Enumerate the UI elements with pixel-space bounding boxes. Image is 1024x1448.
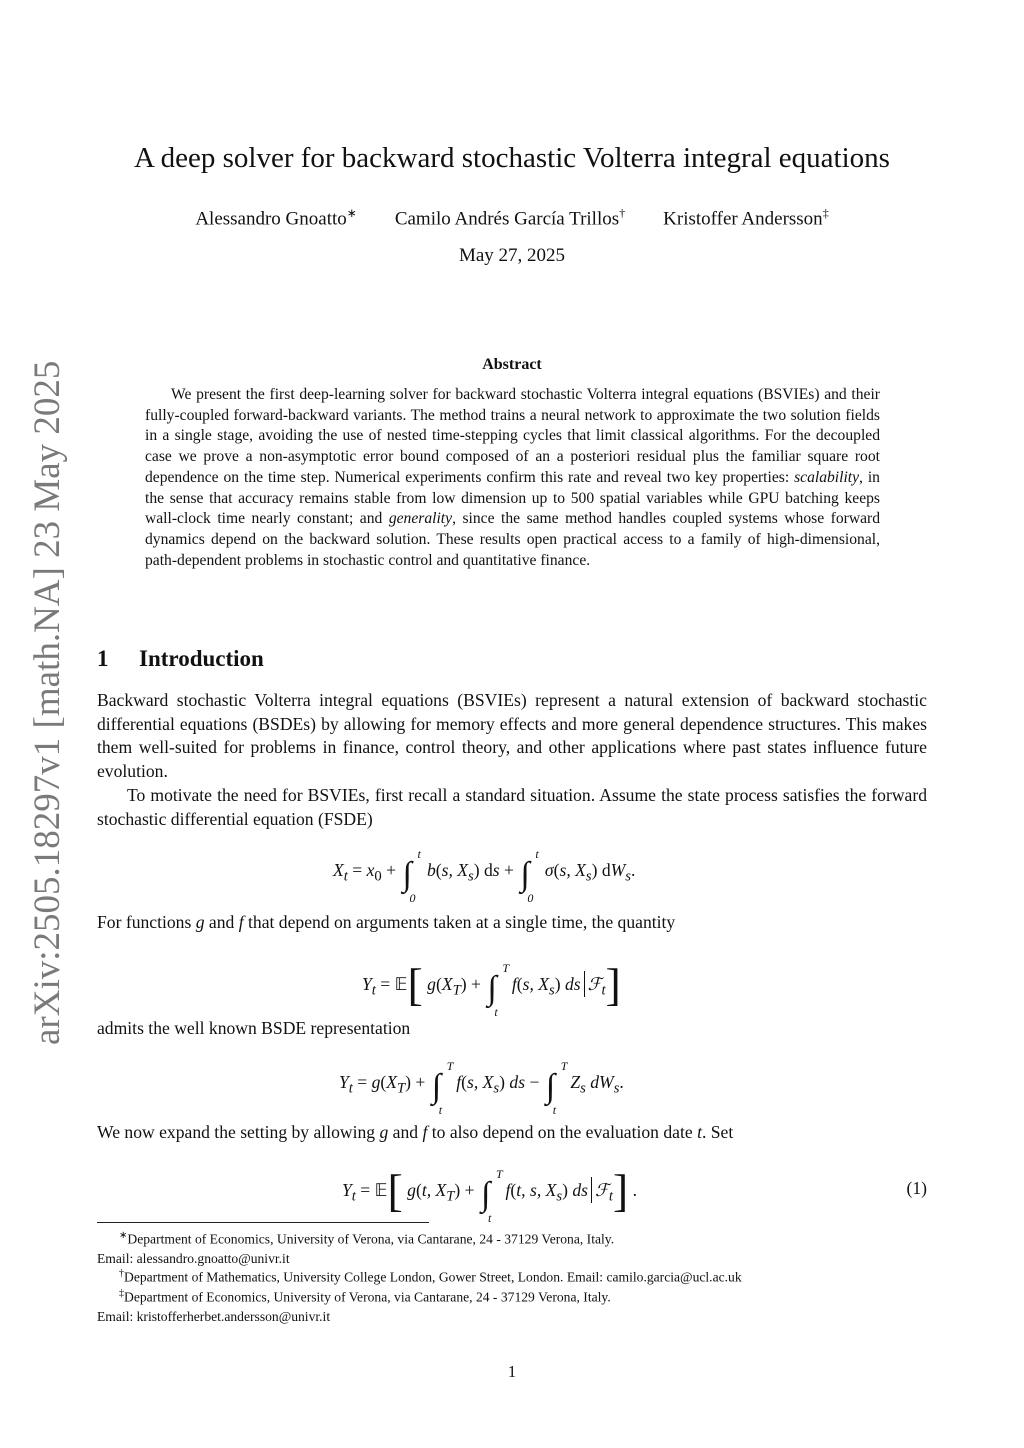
equation-bsde: $Y_t = g(X_T)$ + ∫ T t f(s, $X_s$) ds − ∫ T t $Z_s$ $dW_s$. xyxy=(339,1059,624,1117)
body-paragraph: To motivate the need for BSVIEs, first recall a standard situation. Assume the state process satisfies the forward stochastic differential equation (FSDE) xyxy=(97,785,927,829)
abstract-heading: Abstract xyxy=(482,356,542,373)
footnote: ∗Department of Economics, University of Verona, via Cantarane, 24 - 37129 Verona, Italy. Email: alessandro.gnoatto@univr.it xyxy=(97,1230,615,1266)
footnote: ‡Department of Economics, University of Verona, via Cantarane, 24 - 37129 Verona, Italy. Email: kristofferherbet.andersson@univr.it xyxy=(97,1288,611,1324)
equation-fsde: $X_t = x_0$ + ∫ t 0 b(s, $X_s$) ds + ∫ t 0 σ(s, $X_s$) $dW_s$. xyxy=(333,847,636,905)
footnote: †Department of Mathematics, University College London, Gower Street, London. Email: camilo.garcia@ucl.ac.uk xyxy=(119,1268,742,1285)
body-paragraph: We now expand the setting by allowing g and f to also depend on the evaluation date t. Set xyxy=(97,1122,734,1142)
equation-1: $Y_t$ = 𝔼[ g(t, $X_T$) + ∫ T t f(t, s, $X_s$) ds ℱ$_t$] . xyxy=(342,1165,638,1225)
author: Kristoffer Andersson‡ xyxy=(663,206,829,230)
arxiv-identifier: arXiv:2505.18297v1 [math.NA] 23 May 2025 xyxy=(27,360,68,1045)
paper-date: May 27, 2025 xyxy=(458,245,566,266)
body-paragraph: admits the well known BSDE representation xyxy=(97,1018,411,1038)
body-paragraph: Backward stochastic Volterra integral equations (BSVIEs) represent a natural extension of backward stochastic differential equations (BSDEs) by allowing for memory effects and more general dependence structures. This makes them well-suited for problems in finance, control theory, and other applications where past states influence future evolution. xyxy=(97,690,927,781)
footnote-divider xyxy=(97,1222,429,1223)
section-heading: 1 Introduction xyxy=(97,646,264,671)
body-paragraph: For functions g and f that depend on arguments taken at a single time, the quantity xyxy=(97,912,676,932)
author: Camilo Andrés García Trillos† xyxy=(394,206,626,230)
equation-expectation: $Y_t$ = 𝔼[ $g(X_T)$ + ∫ T t f(s, $X_s$) ds ℱ$_t$] xyxy=(362,959,621,1019)
author-list xyxy=(90,199,934,233)
author: Alessandro Gnoatto∗ xyxy=(195,206,357,230)
paper-title: A deep solver for backward stochastic Volterra integral equations xyxy=(134,142,890,174)
page-number: 1 xyxy=(507,1362,517,1381)
equation-number: (1) xyxy=(906,1178,927,1198)
abstract-text: We present the first deep-learning solver for backward stochastic Volterra integral equations (BSVIEs) and their fully-coupled forward-backward variants. The method trains a neural network to approximate the two solution fields in a single stage, avoiding the use of nested time-stepping cycles that limit classical algorithms. For the decoupled case we prove a non-asymptotic error bound composed of an a posteriori residual plus the familiar square root dependence on the time step. Numerical experiments confirm this rate and reveal two key properties: scalability, in the sense that accuracy remains stable from low dimension up to 500 spatial variables while GPU batching keeps wall-clock time nearly constant; and generality, since the same method handles coupled systems whose forward dynamics depend on the backward solution. These results open practical access to a family of high-dimensional, path-dependent problems in stochastic control and quantitative finance. xyxy=(145,386,880,569)
